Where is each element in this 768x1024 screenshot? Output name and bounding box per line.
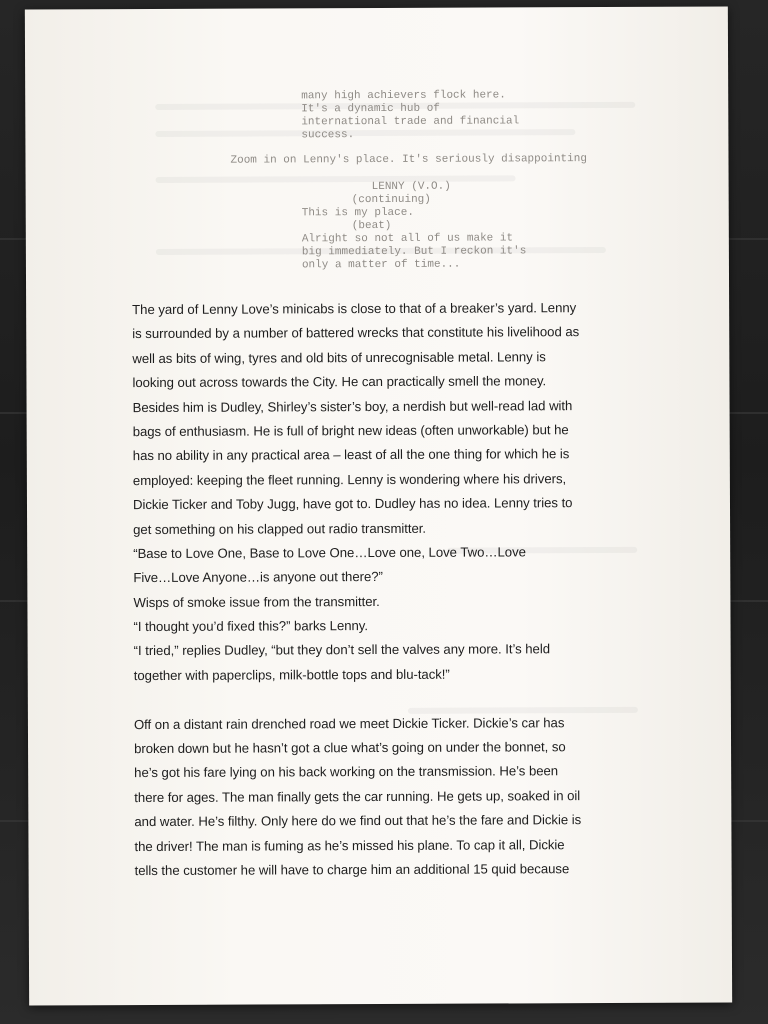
paragraph	[132, 296, 634, 688]
paper-sheet	[25, 6, 732, 1005]
dialogue-line: many high achievers flock here.	[301, 89, 506, 103]
text-line: has no ability in any practical area – least of all the one thing for which he is	[132, 446, 570, 464]
text-line: tells the customer he will have to charge him an additional 15 quid because	[134, 861, 570, 879]
text-line: and water. He’s filthy. Only here do we find out that he’s the fare and Dickie is	[134, 812, 582, 830]
text-line: bags of enthusiasm. He is full of bright new ideas (often unworkable) but he	[132, 422, 569, 440]
text-line: together with paperclips, milk-bottle tops and blu-tack!”	[133, 666, 450, 683]
text-line: The yard of Lenny Love’s minicabs is close to that of a breaker’s yard. Lenny	[132, 300, 577, 318]
dialogue-line: success.	[301, 129, 355, 142]
text-line: “Base to Love One, Base to Love One…Love one, Love Two…Love	[133, 544, 526, 561]
dialogue-line: international trade and financial	[301, 115, 520, 129]
action-line: Zoom in on Lenny's place. It's seriously disappointing	[230, 153, 587, 167]
dialogue-line: big immediately. But I reckon it's	[301, 245, 527, 259]
parenthetical: (continuing)	[351, 193, 431, 207]
dialogue-line: Alright so not all of us make it	[301, 232, 514, 246]
text-line: “I tried,” replies Dudley, “but they don’t sell the valves any more. It’s held	[133, 641, 551, 659]
text-line: is surrounded by a number of battered wrecks that constitute his livelihood as	[132, 324, 580, 342]
text-line: Off on a distant rain drenched road we meet Dickie Ticker. Dickie’s car has	[133, 714, 565, 732]
paragraph-gap	[134, 686, 634, 713]
dialogue-line: This is my place.	[301, 206, 414, 220]
text-line: Wisps of smoke issue from the transmitter.	[133, 593, 380, 610]
character-name: LENNY (V.O.)	[371, 180, 451, 194]
text-line: Five…Love Anyone…is anyone out there?”	[133, 569, 383, 586]
dialogue-line: only a matter of time...	[301, 258, 461, 272]
text-line: there for ages. The man finally gets the car running. He gets up, soaked in oil	[134, 787, 581, 805]
paragraph	[134, 711, 635, 884]
text-line: he’s got his fare lying on his back working on the transmission. He’s been	[134, 763, 559, 781]
text-line: the driver! The man is fuming as he’s missed his plane. To cap it all, Dickie	[134, 836, 565, 854]
text-line: looking out across towards the City. He can practically smell the money.	[132, 373, 547, 391]
text-line: Besides him is Dudley, Shirley’s sister’s boy, a nerdish but well-read lad with	[132, 397, 573, 415]
text-line: get something on his clapped out radio transmitter.	[133, 520, 427, 537]
body-text	[132, 296, 635, 884]
text-line: “I thought you’d fixed this?” barks Lenny.	[133, 618, 368, 635]
text-line: broken down but he hasn’t got a clue what’s going on under the bonnet, so	[134, 739, 566, 757]
text-line: Dickie Ticker and Toby Jugg, have got to. Dudley has no idea. Lenny tries to	[132, 495, 573, 513]
text-line: well as bits of wing, tyres and old bits of unrecognisable metal. Lenny is	[132, 349, 546, 366]
text-line: employed: keeping the fleet running. Lenny is wondering where his drivers,	[132, 470, 567, 488]
dialogue-line: It's a dynamic hub of	[301, 102, 440, 116]
screenplay-excerpt	[25, 6, 729, 272]
parenthetical: (beat)	[351, 219, 392, 233]
